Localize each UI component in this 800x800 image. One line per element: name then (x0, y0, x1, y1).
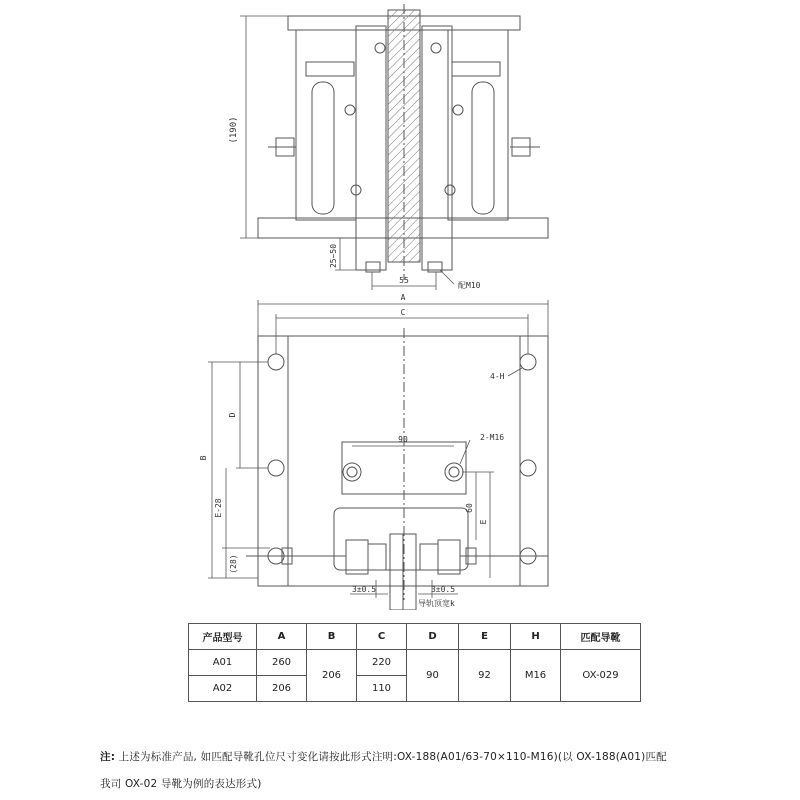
right-jaw (438, 540, 460, 574)
note-label: 注: (100, 751, 116, 763)
table-header-cell: B (307, 624, 357, 650)
pivot-hole (445, 185, 455, 195)
clamp-frame (334, 508, 468, 570)
dim-height-label: (190) (229, 116, 239, 144)
note-line-2 (100, 771, 720, 798)
right-housing (448, 30, 508, 220)
rail-label: 导轨顶宽k (418, 599, 455, 608)
mount-hole (268, 460, 284, 476)
right-bracket (452, 62, 500, 76)
table-cell: 92 (459, 650, 511, 702)
table-cell: A01 (189, 650, 257, 676)
spec-table (188, 623, 641, 702)
table-header-cell: E (459, 624, 511, 650)
left-housing (296, 30, 356, 220)
dim-e28-label: E-28 (214, 498, 223, 518)
mount-hole (268, 354, 284, 370)
left-roller-box (368, 544, 386, 570)
table-header-row (189, 624, 641, 650)
dim-height-small-label: 25~50 (329, 243, 338, 269)
table-cell: A02 (189, 676, 257, 702)
dim-60-label: 60 (465, 503, 474, 513)
dim-a-label: A (400, 293, 406, 302)
m16-hole (343, 463, 361, 481)
table-header-cell: H (511, 624, 561, 650)
dim-c-label: C (400, 308, 406, 317)
dim-90-label: 90 (398, 435, 408, 444)
table-cell: 206 (257, 676, 307, 702)
table-header-cell: 产品型号 (189, 624, 257, 650)
table-header-cell: A (257, 624, 307, 650)
table-header-cell: 匹配导靴 (561, 624, 641, 650)
right-roller (472, 82, 494, 214)
left-bracket (306, 62, 354, 76)
footnote (100, 744, 720, 798)
gap-right-label: 3±0.5 (430, 585, 456, 594)
dim-width-label: 55 (399, 276, 409, 285)
left-lever (356, 26, 386, 270)
right-roller-box (420, 544, 438, 570)
table-cell: M16 (511, 650, 561, 702)
table-cell: OX-029 (561, 650, 641, 702)
note-text-2: 我司 OX-02 导靴为例的表达形式) (100, 778, 262, 790)
hole-label-m16: 2-M16 (480, 433, 505, 442)
bolt-label: 配M10 (458, 281, 481, 290)
dim-b-label: B (199, 455, 208, 461)
left-jaw (346, 540, 368, 574)
table-header-cell: C (357, 624, 407, 650)
pivot-hole (453, 105, 463, 115)
dim-28-label: (28) (229, 554, 238, 574)
table-cell: 206 (307, 650, 357, 702)
pivot-hole (375, 43, 385, 53)
side-view (258, 4, 548, 280)
note-text-1: 上述为标准产品, 如匹配导靴孔位尺寸变化请按此形式注明:OX-188(A01/63-70×110-M16)(以 OX-188(A01)匹配 (118, 751, 667, 763)
dim-d-label: D (228, 412, 237, 418)
table-cell: 110 (357, 676, 407, 702)
mount-hole (520, 460, 536, 476)
table-row (189, 650, 641, 676)
gap-left-label: 3±0.5 (351, 585, 377, 594)
m16-hole (449, 467, 459, 477)
front-view-dimensions (208, 300, 548, 598)
mount-hole (520, 354, 536, 370)
pivot-hole (431, 43, 441, 53)
table-header-cell: D (407, 624, 459, 650)
hole-label-h: 4-H (490, 372, 505, 381)
m16-hole (445, 463, 463, 481)
front-view (246, 328, 548, 610)
table-cell: 220 (357, 650, 407, 676)
dim-e-label: E (479, 519, 488, 525)
left-roller (312, 82, 334, 214)
table-cell: 260 (257, 650, 307, 676)
m16-hole (347, 467, 357, 477)
pivot-hole (345, 105, 355, 115)
table-cell: 90 (407, 650, 459, 702)
note-line-1 (100, 744, 720, 771)
